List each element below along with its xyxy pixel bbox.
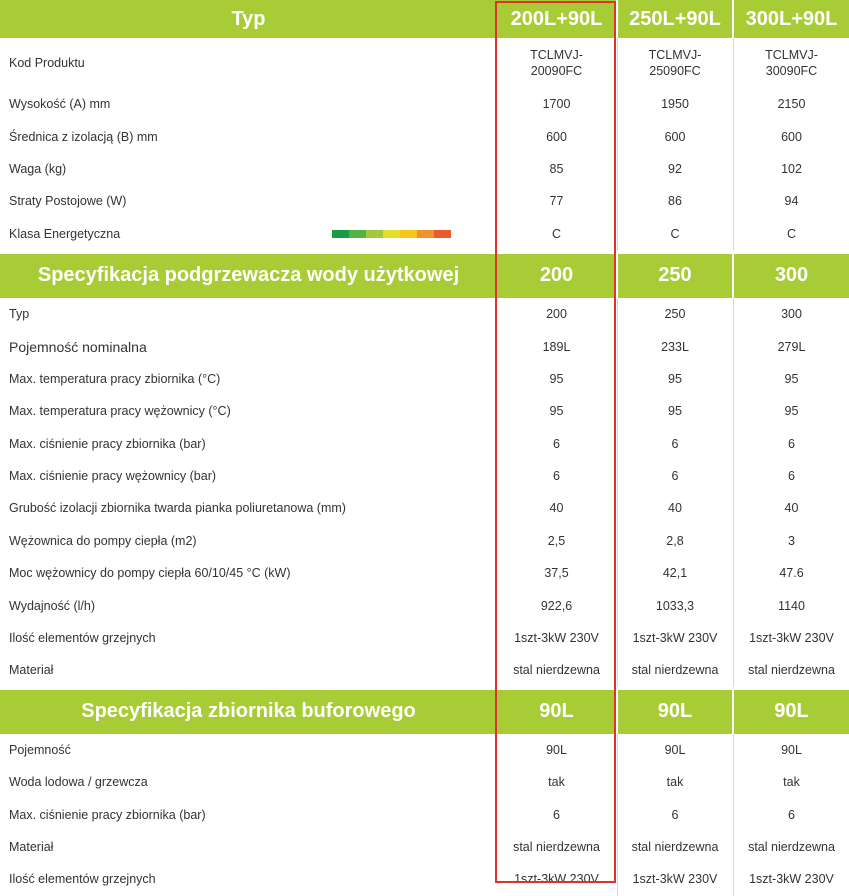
section-title: Specyfikacja zbiornika buforowego: [0, 690, 497, 734]
energy-scale-segment: [349, 230, 366, 238]
row-label: Wydajność (l/h): [9, 598, 96, 613]
row-label: Grubość izolacji zbiornika twarda pianka poliuretanowa (mm): [9, 501, 346, 516]
table-row: [0, 654, 849, 686]
row-value: 2150: [777, 97, 806, 112]
header-label: Typ: [0, 0, 497, 38]
row-value: 6: [671, 436, 679, 451]
table-row: [0, 863, 849, 895]
row-value: stal nierdzewna: [631, 840, 719, 854]
row-value: 1950: [661, 97, 689, 112]
row-value: 6: [788, 436, 795, 451]
row-value: 200: [546, 307, 567, 322]
row-label: Max. temperatura pracy zbiornika (°C): [9, 371, 221, 386]
section-header-water: [0, 254, 849, 298]
row-value: 85: [549, 161, 564, 176]
row-value: 86: [668, 194, 682, 209]
row-value: 1140: [778, 598, 805, 613]
row-value: 6: [553, 436, 560, 451]
row-value: 6: [553, 807, 560, 822]
row-value: 2,5: [547, 533, 566, 548]
row-value: stal nierdzewna: [748, 840, 835, 854]
row-label: Kod Produktu: [9, 56, 85, 70]
row-value: 3: [788, 533, 795, 548]
row-value: TCLMVJ- 30090FC: [765, 48, 818, 78]
row-value: 6: [788, 469, 795, 484]
row-value: 233L: [661, 339, 689, 354]
row-label: Klasa Energetyczna: [9, 226, 121, 241]
table-row: [0, 120, 849, 152]
energy-scale-segment: [417, 230, 434, 238]
section-col-1: 90L: [497, 690, 616, 734]
table-row: [0, 766, 849, 798]
row-value: TCLMVJ- 20090FC: [530, 48, 583, 78]
row-value: TCLMVJ- 25090FC: [648, 48, 702, 78]
energy-scale-segment: [383, 230, 400, 238]
row-value: 90L: [664, 742, 686, 757]
table-row: [0, 525, 849, 557]
row-value: tak: [666, 775, 684, 790]
row-value: 77: [549, 194, 564, 209]
row-label: Ilość elementów grzejnych: [9, 872, 156, 887]
table-row: [0, 798, 849, 830]
header-row: [0, 0, 849, 38]
row-label: Straty Postojowe (W): [9, 194, 127, 209]
row-value: 1033,3: [655, 598, 695, 613]
row-label: Pojemność: [9, 742, 71, 757]
table-row: [0, 38, 849, 88]
table-row: [0, 395, 849, 427]
row-value: 6: [788, 807, 795, 822]
row-value: 95: [549, 371, 564, 386]
header-col-1: 200L+90L: [497, 0, 616, 38]
row-label: Wężownica do pompy ciepła (m2): [9, 533, 197, 548]
row-value: stal nierdzewna: [631, 663, 719, 678]
row-label: Ilość elementów grzejnych: [9, 631, 156, 646]
row-value: 1szt-3kW 230V: [749, 631, 834, 646]
energy-scale: [332, 230, 451, 238]
table-row: [0, 622, 849, 654]
row-value: 42,1: [662, 566, 688, 581]
row-value: 95: [784, 371, 799, 386]
table-row: [0, 330, 849, 362]
table-row: [0, 428, 849, 460]
row-value: 6: [671, 469, 679, 484]
row-value: 300: [781, 307, 802, 322]
row-value: 95: [668, 404, 682, 419]
row-label: Woda lodowa / grzewcza: [9, 775, 148, 790]
row-value: stal nierdzewna: [513, 663, 600, 678]
table-row: [0, 734, 849, 766]
table-row: [0, 492, 849, 524]
section-col-1: 200: [497, 254, 616, 298]
row-label: Średnica z izolacją (B) mm: [9, 129, 158, 144]
row-value: 189L: [542, 339, 571, 354]
row-value: 40: [668, 501, 682, 516]
table-row: [0, 460, 849, 492]
section-title: Specyfikacja podgrzewacza wody użytkowej: [0, 254, 497, 298]
row-value: 600: [781, 129, 802, 144]
table-row: [0, 298, 849, 330]
table-row: [0, 831, 849, 863]
row-label: Materiał: [9, 840, 54, 854]
header-col-3: 300L+90L: [734, 0, 849, 38]
row-value: tak: [548, 775, 565, 790]
section-col-3: 90L: [734, 690, 849, 734]
row-value: tak: [783, 775, 800, 790]
row-value: 95: [549, 404, 564, 419]
energy-scale-segment: [332, 230, 349, 238]
row-label: Waga (kg): [9, 161, 67, 176]
row-value: 47.6: [779, 566, 804, 581]
row-value: C: [670, 226, 680, 241]
energy-scale-segment: [366, 230, 383, 238]
row-value: 94: [784, 194, 799, 209]
section-col-3: 300: [734, 254, 849, 298]
energy-scale-segment: [434, 230, 451, 238]
row-value: 600: [546, 129, 567, 144]
row-label: Moc wężownicy do pompy ciepła 60/10/45 °C (kW): [9, 566, 291, 581]
row-value: 102: [781, 161, 802, 176]
table-row: [0, 153, 849, 185]
row-value: 6: [671, 807, 679, 822]
section-col-2: 90L: [618, 690, 732, 734]
row-value: 1szt-3kW 230V: [632, 872, 718, 887]
table-row: [0, 88, 849, 120]
row-value: 922,6: [540, 598, 573, 613]
row-label: Materiał: [9, 663, 54, 678]
row-value: stal nierdzewna: [748, 663, 835, 678]
row-value: 40: [784, 501, 799, 516]
row-value: 2,8: [666, 533, 684, 548]
row-value: 1700: [542, 97, 571, 112]
row-value: 1szt-3kW 230V: [514, 872, 599, 887]
row-label: Pojemność nominalna: [9, 338, 147, 355]
row-value: 37,5: [544, 566, 569, 581]
table-row: [0, 589, 849, 621]
row-label: Typ: [9, 307, 30, 322]
row-value: 1szt-3kW 230V: [749, 872, 834, 887]
row-value: 250: [664, 307, 686, 322]
energy-scale-segment: [400, 230, 417, 238]
row-value: 279L: [777, 339, 806, 354]
row-label: Max. ciśnienie pracy zbiornika (bar): [9, 807, 206, 822]
row-value: 1szt-3kW 230V: [514, 631, 599, 646]
table-row: [0, 557, 849, 589]
row-value: 92: [668, 161, 682, 176]
header-col-2: 250L+90L: [618, 0, 732, 38]
row-value: 90L: [781, 742, 802, 757]
section-col-2: 250: [618, 254, 732, 298]
row-value: stal nierdzewna: [513, 840, 600, 854]
row-value: 1szt-3kW 230V: [632, 631, 718, 646]
row-label: Max. temperatura pracy wężownicy (°C): [9, 404, 231, 419]
row-value: C: [551, 226, 562, 241]
row-value: 90L: [546, 742, 567, 757]
table-row: [0, 218, 849, 250]
section-header-buffer: [0, 690, 849, 734]
row-value: 600: [664, 129, 686, 144]
row-label: Max. ciśnienie pracy wężownicy (bar): [9, 469, 217, 484]
row-value: C: [786, 226, 797, 241]
row-value: 6: [553, 469, 560, 484]
table-row: [0, 363, 849, 395]
table-row: [0, 185, 849, 217]
row-label: Max. ciśnienie pracy zbiornika (bar): [9, 436, 206, 451]
row-value: 95: [784, 404, 799, 419]
row-label: Wysokość (A) mm: [9, 97, 111, 112]
row-value: 95: [668, 371, 682, 386]
row-value: 40: [549, 501, 564, 516]
